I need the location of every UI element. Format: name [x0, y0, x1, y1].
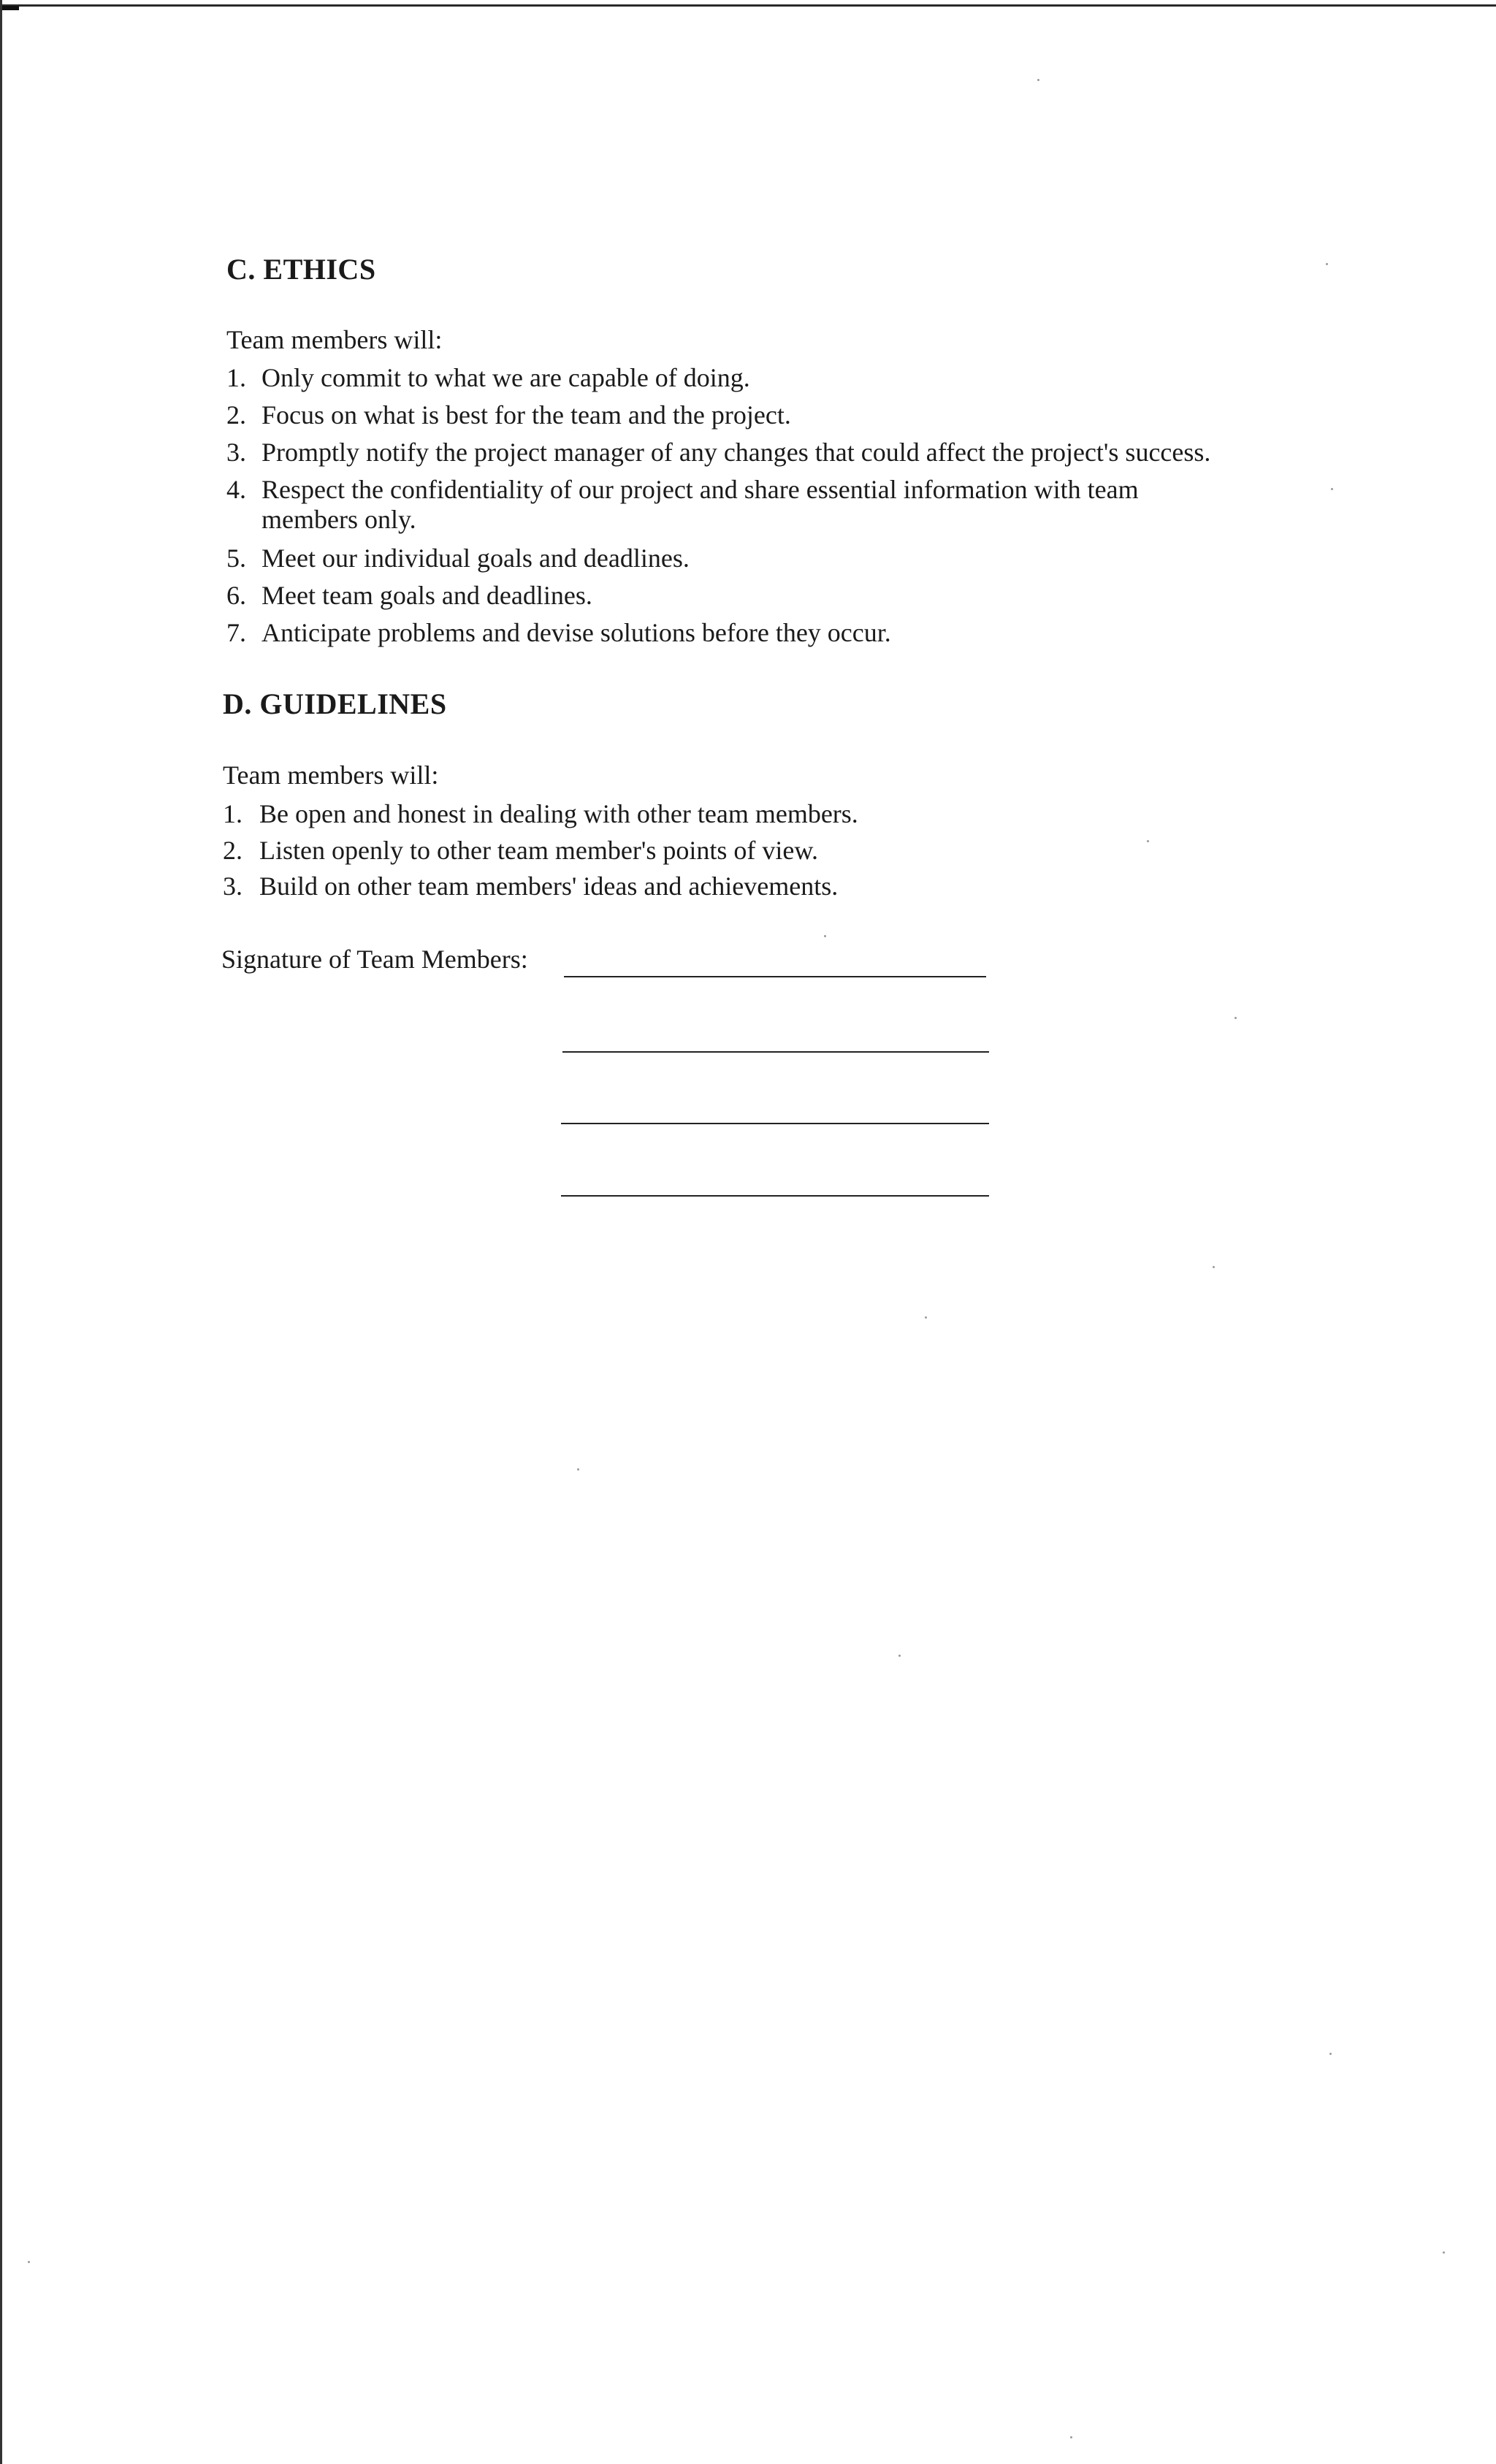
list-item-text: Listen openly to other team member's points of view. [259, 836, 818, 865]
scan-speck [1326, 263, 1328, 265]
signature-label: Signature of Team Members: [221, 945, 528, 974]
signature-line[interactable] [564, 976, 986, 977]
scan-speck [1147, 840, 1149, 842]
list-item-number: 4. [226, 475, 246, 504]
list-item-text: Only commit to what we are capable of doing. [262, 363, 750, 392]
scan-speck [824, 935, 826, 937]
list-item-number: 5. [226, 543, 246, 573]
scan-corner-mark [0, 6, 19, 10]
list-item-number: 6. [226, 581, 246, 610]
list-item-number: 7. [226, 618, 246, 647]
list-item-text: Meet team goals and deadlines. [262, 581, 592, 610]
list-item-text: Build on other team members' ideas and achievements. [259, 871, 839, 901]
list-item-text: Be open and honest in dealing with other team members. [259, 799, 858, 828]
list-item-number: 1. [223, 799, 243, 828]
scan-speck [1329, 2053, 1332, 2055]
scan-speck [28, 2261, 30, 2263]
section-intro-guidelines: Team members will: [223, 760, 439, 790]
scan-speck [925, 1316, 927, 1319]
list-item-text-continuation: members only. [262, 505, 416, 534]
list-item-text: Promptly notify the project manager of any changes that could affect the project's success. [262, 438, 1211, 467]
list-item-number: 3. [226, 438, 246, 467]
signature-line[interactable] [562, 1051, 989, 1053]
list-item-text: Meet our individual goals and deadlines. [262, 543, 690, 573]
scan-speck [1234, 1017, 1237, 1019]
list-item-number: 3. [223, 871, 243, 901]
list-item-text: Focus on what is best for the team and the project. [262, 400, 791, 430]
scan-speck [1070, 2436, 1072, 2438]
scan-speck [1037, 79, 1039, 81]
scan-speck [1331, 488, 1333, 490]
section-heading-guidelines: D. GUIDELINES [223, 687, 447, 720]
list-item-number: 1. [226, 363, 246, 392]
list-item-text: Respect the confidentiality of our project and share essential information with team [262, 475, 1139, 504]
scan-speck [898, 1655, 901, 1657]
list-item-number: 2. [223, 836, 243, 865]
scan-speck [577, 1468, 579, 1471]
signature-line[interactable] [561, 1123, 989, 1124]
scan-left-edge [0, 0, 2, 2464]
list-item-number: 2. [226, 400, 246, 430]
signature-line[interactable] [561, 1195, 989, 1197]
scan-top-edge [0, 4, 1496, 7]
scan-speck [1213, 1266, 1215, 1268]
section-heading-ethics: C. ETHICS [226, 253, 376, 286]
scan-speck [1443, 2251, 1445, 2254]
section-intro-ethics: Team members will: [226, 325, 443, 354]
list-item-text: Anticipate problems and devise solutions before they occur. [262, 618, 891, 647]
